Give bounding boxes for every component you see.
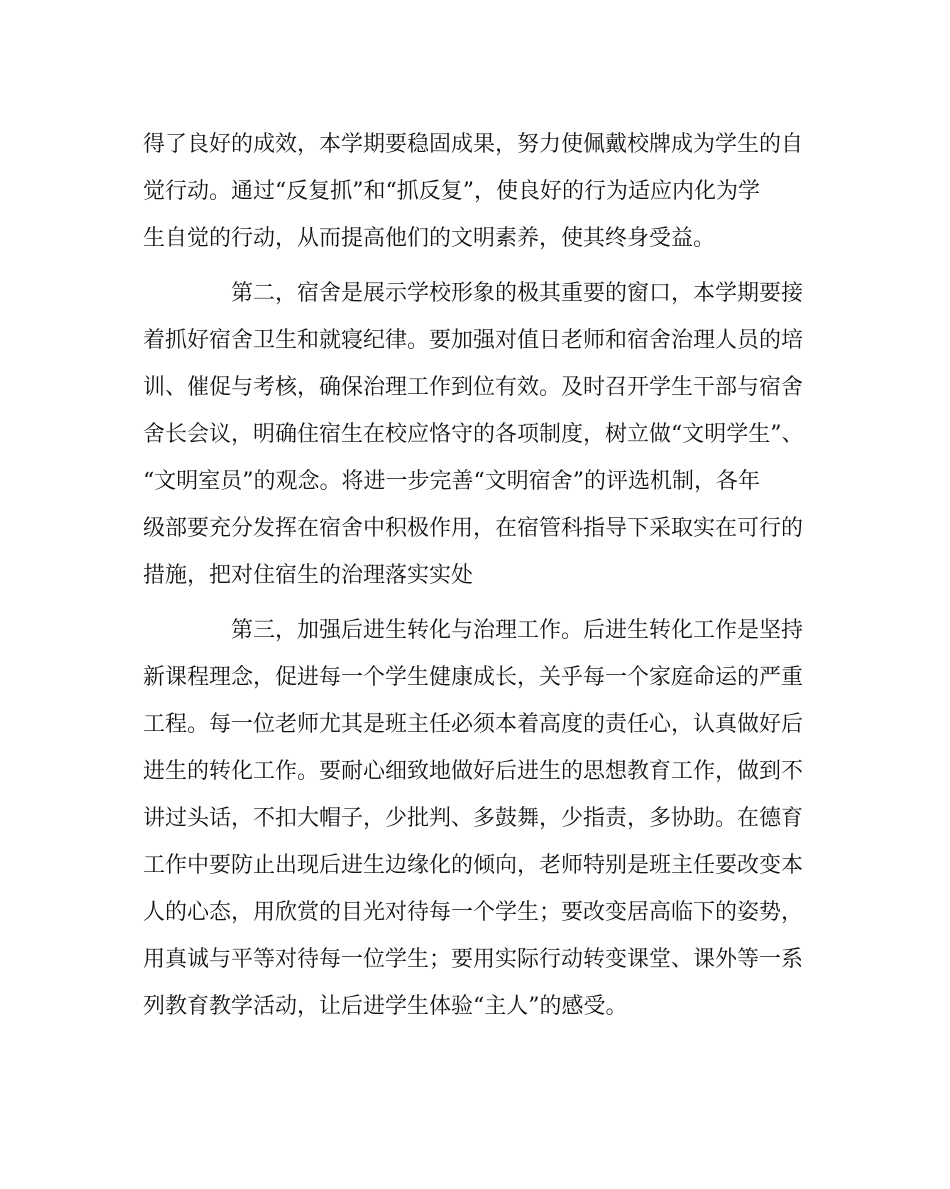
paragraph-2-first-line: 第二，宿舍是展示学校形象的极其重要的窗口，本学期要接: [231, 281, 804, 306]
text-line-9: 级部要充分发挥在宿舍中积极作用，在宿管科指导下采取实在可行的: [143, 516, 804, 541]
text-line-14: 进生的转化工作。要耐心细致地做好后进生的思想教育工作，做到不: [143, 759, 804, 784]
text-line-1: 得了良好的成效，本学期要稳固成果，努力使佩戴校牌成为学生的自: [143, 132, 804, 157]
text-line-2: 觉行动。通过“反复抓”和“抓反复”，使良好的行为适应内化为学: [143, 179, 760, 204]
text-line-12: 新课程理念，促进每一个学生健康成长，关乎每一个家庭命运的严重: [143, 665, 804, 690]
text-line-8: “文明室员”的观念。将进一步完善“文明宿舍”的评选机制，各年: [143, 469, 760, 494]
text-line-3: 生自觉的行动，从而提高他们的文明素养，使其终身受益。: [143, 226, 716, 251]
text-line-5: 着抓好宿舍卫生和就寝纪律。要加强对值日老师和宿舍治理人员的培: [143, 328, 804, 353]
text-line-16: 工作中要防止出现后进生边缘化的倾向，老师特别是班主任要改变本: [143, 853, 804, 878]
text-line-15: 讲过头话，不扣大帽子，少批判、多鼓舞，少指责，多协助。在德育: [143, 806, 804, 831]
text-line-10: 措施，把对住宿生的治理落实实处: [143, 563, 474, 588]
text-line-6: 训、催促与考核，确保治理工作到位有效。及时召开学生干部与宿舍: [143, 375, 804, 400]
text-line-18: 用真诚与平等对待每一位学生；要用实际行动转变课堂、课外等一系: [143, 947, 804, 972]
text-line-17: 人的心态，用欣赏的目光对待每一个学生；要改变居高临下的姿势，: [143, 900, 804, 925]
text-line-19: 列教育教学活动，让后进学生体验“主人”的感受。: [143, 994, 628, 1019]
text-line-13: 工程。每一位老师尤其是班主任必须本着高度的责任心，认真做好后: [143, 712, 804, 737]
text-line-7: 舍长会议，明确住宿生在校应恪守的各项制度，树立做“文明学生”、: [143, 422, 804, 447]
paragraph-3-first-line: 第三，加强后进生转化与治理工作。后进生转化工作是坚持: [231, 618, 804, 643]
